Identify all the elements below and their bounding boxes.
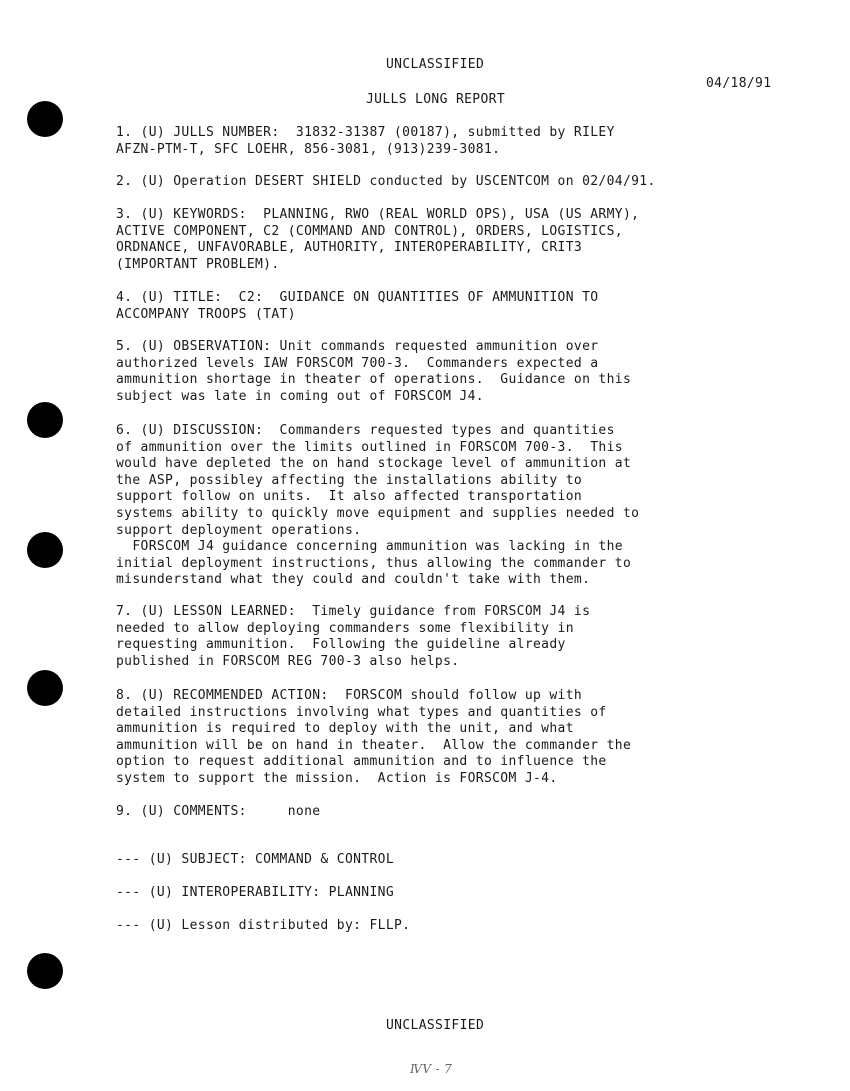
text-line: would have depleted the on hand stockage level of ammunition at [116,456,632,472]
paragraph-8-recommended-action [116,688,806,788]
text-line: ACTIVE COMPONENT, C2 (COMMAND AND CONTROL), ORDERS, LOGISTICS, [116,223,623,239]
text-line: ammunition is required to deploy with the unit, and what [116,721,574,737]
text-line: 4. (U) TITLE: C2: GUIDANCE ON QUANTITIES OF AMMUNITION TO [116,290,599,305]
paragraph-3-keywords [116,207,806,273]
paragraph-1-julls-number [116,125,806,158]
text-line: AFZN-PTM-T, SFC LOEHR, 856-3081, (913)239-3081. [116,141,501,157]
text-line: authorized levels IAW FORSCOM 700-3. Commanders expected a [116,355,599,371]
binder-hole-4 [27,670,63,706]
text-line: published in FORSCOM REG 700-3 also helps. [116,653,460,669]
report-title: JULLS LONG REPORT [366,92,506,107]
text-line: needed to allow deploying commanders some flexibility in [116,620,574,636]
text-line: detailed instructions involving what types and quantities of [116,704,607,720]
text-line: FORSCOM J4 guidance concerning ammunition was lacking in the [116,539,623,555]
text-line: 8. (U) RECOMMENDED ACTION: FORSCOM should follow up with [116,688,583,703]
binder-hole-2 [27,402,63,438]
paragraph-7-lesson-learned [116,604,806,670]
text-line: 7. (U) LESSON LEARNED: Timely guidance from FORSCOM J4 is [116,604,591,619]
text-line: 1. (U) JULLS NUMBER: 31832-31387 (00187), submitted by RILEY [116,125,615,140]
text-line: of ammunition over the limits outlined in FORSCOM 700-3. This [116,439,623,455]
text-line: option to request additional ammunition and to influence the [116,754,607,770]
trailer-interoperability: --- (U) INTEROPERABILITY: PLANNING [116,885,395,900]
handwritten-page-mark: ⅣⅤ - 7 [410,1062,453,1076]
report-date: 04/18/91 [706,76,772,91]
paragraph-5-observation [116,339,806,405]
text-line: system to support the mission. Action is FORSCOM J-4. [116,770,558,786]
paragraph-6-discussion [116,423,806,589]
text-line: misunderstand what they could and couldn't take with them. [116,572,591,588]
text-line: ACCOMPANY TROOPS (TAT) [116,306,296,322]
paragraph-4-title [116,290,806,323]
binder-hole-1 [27,101,63,137]
text-line: initial deployment instructions, thus allowing the commander to [116,555,632,571]
text-line: ammunition will be on hand in theater. Allow the commander the [116,737,632,753]
text-line: subject was late in coming out of FORSCOM J4. [116,388,484,404]
binder-hole-5 [27,953,63,989]
text-line: 3. (U) KEYWORDS: PLANNING, RWO (REAL WORLD OPS), USA (US ARMY), [116,207,640,222]
classification-bottom: UNCLASSIFIED [386,1018,485,1033]
trailer-subject: --- (U) SUBJECT: COMMAND & CONTROL [116,852,395,867]
text-line: the ASP, possibley affecting the installations ability to [116,472,583,488]
text-line: 9. (U) COMMENTS: none [116,804,321,819]
binder-hole-3 [27,532,63,568]
text-line: 6. (U) DISCUSSION: Commanders requested types and quantities [116,423,615,438]
text-line: 5. (U) OBSERVATION: Unit commands requested ammunition over [116,339,599,354]
trailer-distribution: --- (U) Lesson distributed by: FLLP. [116,918,411,933]
text-line: ORDNANCE, UNFAVORABLE, AUTHORITY, INTEROPERABILITY, CRIT3 [116,240,583,256]
text-line: requesting ammunition. Following the guideline already [116,637,566,653]
text-line: support follow on units. It also affected transportation [116,489,583,505]
text-line: 2. (U) Operation DESERT SHIELD conducted by USCENTCOM on 02/04/91. [116,174,656,189]
paragraph-9-comments [116,804,806,821]
classification-top: UNCLASSIFIED [386,57,485,72]
text-line: systems ability to quickly move equipment and supplies needed to [116,505,640,521]
text-line: ammunition shortage in theater of operations. Guidance on this [116,372,632,388]
text-line: (IMPORTANT PROBLEM). [116,256,280,272]
paragraph-2-operation [116,174,806,191]
text-line: support deployment operations. [116,522,362,538]
